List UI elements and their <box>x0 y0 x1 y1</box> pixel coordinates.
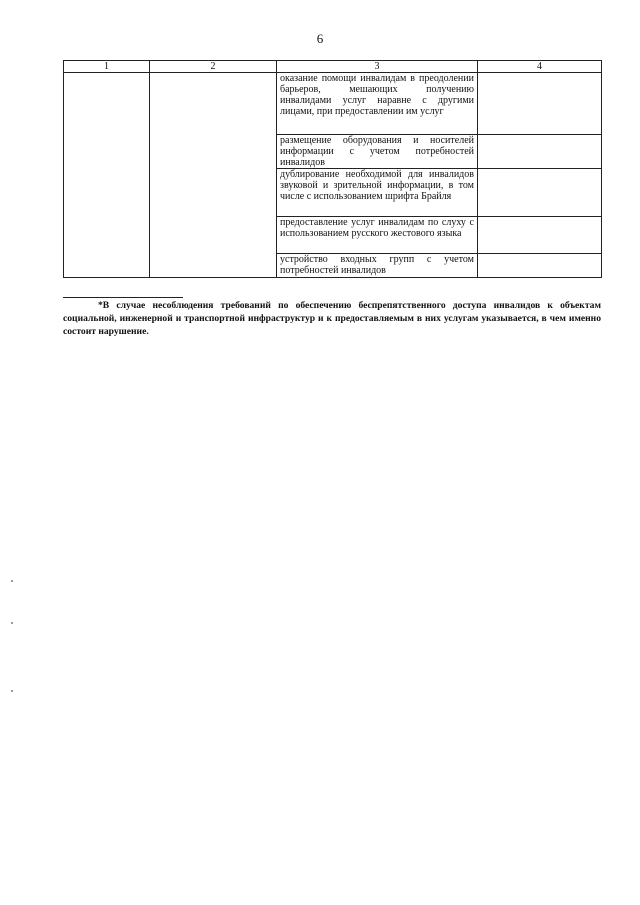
table-cell-col3: дублирование необходимой для инвалидов звуковой и зрительной информации, в том числе с использованием шрифта Брайля <box>277 169 478 217</box>
document-table <box>63 60 602 278</box>
table-cell-col2 <box>150 73 277 278</box>
table-row <box>64 73 602 135</box>
table-cell-col4 <box>478 217 602 254</box>
footnote-separator <box>63 297 183 298</box>
footnote-text: *В случае несоблюдения требований по обеспечению беспрепятственного доступа инвалидов к объектам социальной, инженерной и транспортной инфраструктур и к предоставляемым в них услугам указывается, в чем именно состоит нарушение. <box>63 300 601 337</box>
table-cell-col3: предоставление услуг инвалидам по слуху с использованием русского жестового языка <box>277 217 478 254</box>
column-header: 1 <box>64 61 150 73</box>
column-header: 3 <box>277 61 478 73</box>
scan-artifact-dot <box>11 580 13 582</box>
table-cell-col4 <box>478 73 602 135</box>
table-cell-col4 <box>478 254 602 278</box>
table-cell-col3: устройство входных групп с учетом потребностей инвалидов <box>277 254 478 278</box>
table-cell-col3: оказание помощи инвалидам в преодолении барьеров, мешающих получению инвалидами услуг наравне с другими лицами, при предоставлении им услуг <box>277 73 478 135</box>
table-header-row <box>64 61 602 73</box>
column-header: 2 <box>150 61 277 73</box>
table-cell-col4 <box>478 169 602 217</box>
page-number: 6 <box>316 31 324 46</box>
scan-artifact-dot <box>11 690 13 692</box>
table-cell-col4 <box>478 135 602 169</box>
column-header: 4 <box>478 61 602 73</box>
scan-artifact-dot <box>11 622 13 624</box>
table-cell-col1 <box>64 73 150 278</box>
table-cell-col3: размещение оборудования и носителей информации с учетом потребностей инвалидов <box>277 135 478 169</box>
